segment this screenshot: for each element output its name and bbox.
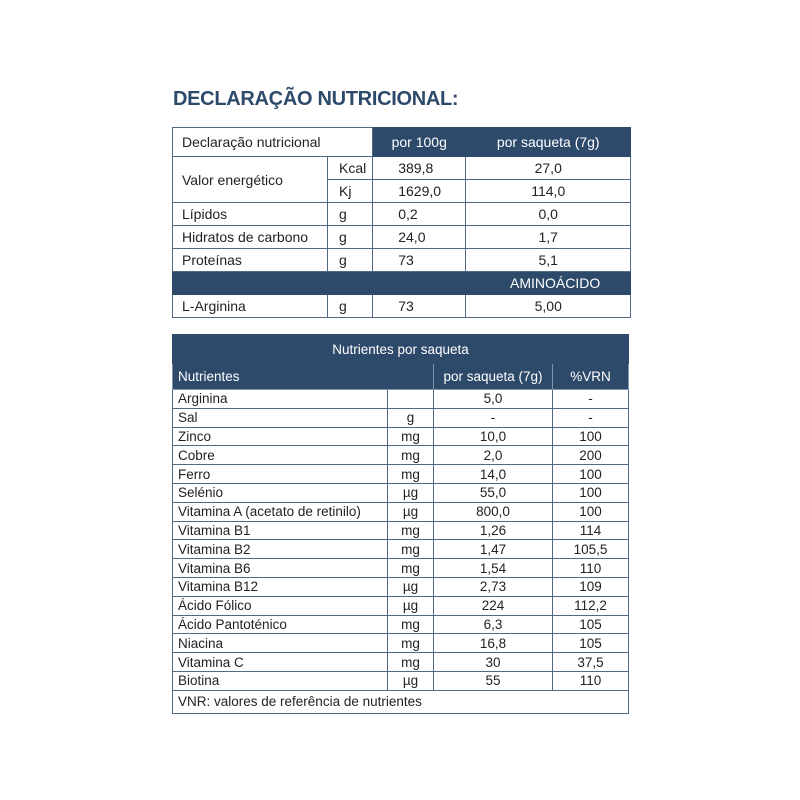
unit-cell: mg xyxy=(388,521,434,540)
header-declaration: Declaração nutricional xyxy=(173,128,373,157)
table-row xyxy=(173,634,629,653)
table-caption: Nutrientes por saqueta xyxy=(173,335,629,364)
value-cell: 14,0 xyxy=(434,465,553,484)
nutrient-name: Zinco xyxy=(173,427,388,446)
per100-cell: 24,0 xyxy=(373,226,466,249)
vrn-cell: 100 xyxy=(553,502,629,521)
unit-cell: mg xyxy=(388,540,434,559)
vrn-cell: 100 xyxy=(553,465,629,484)
table-row xyxy=(173,203,631,226)
unit-cell: µg xyxy=(388,577,434,596)
unit-cell: mg xyxy=(388,446,434,465)
value-cell: - xyxy=(434,408,553,427)
nutrient-name: Vitamina B12 xyxy=(173,577,388,596)
table-row xyxy=(173,427,629,446)
nutrient-name: Cobre xyxy=(173,446,388,465)
nutrient-name: Proteínas xyxy=(173,249,328,272)
unit-cell: mg xyxy=(388,427,434,446)
table-footnote: VNR: valores de referência de nutrientes xyxy=(173,690,629,713)
nutrient-name: Biotina xyxy=(173,671,388,690)
vrn-cell: 37,5 xyxy=(553,653,629,672)
per-sachet-cell: 0,0 xyxy=(466,203,631,226)
table-row xyxy=(173,540,629,559)
header-per-100g: por 100g xyxy=(373,128,466,157)
table-row xyxy=(173,446,629,465)
table-row xyxy=(173,249,631,272)
nutrient-name: Hidratos de carbono xyxy=(173,226,328,249)
table-row xyxy=(173,653,629,672)
value-cell: 1,47 xyxy=(434,540,553,559)
vrn-cell: 112,2 xyxy=(553,596,629,615)
table-header-row xyxy=(173,364,629,390)
nutrient-name: Vitamina C xyxy=(173,653,388,672)
nutrient-name: Selénio xyxy=(173,483,388,502)
nutrient-name: Vitamina B2 xyxy=(173,540,388,559)
vrn-cell: 110 xyxy=(553,671,629,690)
value-cell: 2,73 xyxy=(434,577,553,596)
value-cell: 16,8 xyxy=(434,634,553,653)
vrn-cell: 110 xyxy=(553,559,629,578)
header-vrn: %VRN xyxy=(553,364,629,390)
unit-cell: g xyxy=(328,226,373,249)
value-cell: 10,0 xyxy=(434,427,553,446)
value-cell: 1,54 xyxy=(434,559,553,578)
nutrient-name: L-Arginina xyxy=(173,295,328,318)
value-cell: 800,0 xyxy=(434,502,553,521)
value-cell: 55,0 xyxy=(434,483,553,502)
nutrient-name: Ácido Pantoténico xyxy=(173,615,388,634)
page-title: DECLARAÇÃO NUTRICIONAL: xyxy=(173,88,459,110)
vrn-cell: 105 xyxy=(553,634,629,653)
table-row xyxy=(173,521,629,540)
per-sachet-cell: 114,0 xyxy=(466,180,631,203)
table-row xyxy=(173,559,629,578)
per100-cell: 389,8 xyxy=(373,157,466,180)
value-cell: 30 xyxy=(434,653,553,672)
unit-cell: µg xyxy=(388,671,434,690)
value-cell: 2,0 xyxy=(434,446,553,465)
nutrient-name: Vitamina B1 xyxy=(173,521,388,540)
unit-cell: mg xyxy=(388,559,434,578)
per100-cell: 73 xyxy=(373,295,466,318)
vrn-cell: 105,5 xyxy=(553,540,629,559)
vrn-cell: 114 xyxy=(553,521,629,540)
unit-cell: g xyxy=(388,408,434,427)
table-row xyxy=(173,465,629,484)
table-row xyxy=(173,157,631,180)
table-row xyxy=(173,615,629,634)
nutrient-name: Ferro xyxy=(173,465,388,484)
value-cell: 55 xyxy=(434,671,553,690)
nutrient-name: Arginina xyxy=(173,390,388,409)
nutrition-declaration-table xyxy=(172,127,631,318)
vrn-cell: - xyxy=(553,408,629,427)
value-cell: 224 xyxy=(434,596,553,615)
unit-cell: µg xyxy=(388,596,434,615)
nutrient-name: Ácido Fólico xyxy=(173,596,388,615)
unit-cell: g xyxy=(328,203,373,226)
caption-row xyxy=(173,335,629,364)
per100-cell: 0,2 xyxy=(373,203,466,226)
amino-acid-section-label: AMINOÁCIDO xyxy=(173,272,631,295)
footer-row xyxy=(173,690,629,713)
table-row xyxy=(173,577,629,596)
unit-cell: Kj xyxy=(328,180,373,203)
vrn-cell: 105 xyxy=(553,615,629,634)
value-cell: 5,0 xyxy=(434,390,553,409)
unit-cell: g xyxy=(328,249,373,272)
header-nutrients: Nutrientes xyxy=(173,364,434,390)
table-header-row xyxy=(173,128,631,157)
table-row xyxy=(173,295,631,318)
per-sachet-cell: 1,7 xyxy=(466,226,631,249)
vrn-cell: 109 xyxy=(553,577,629,596)
table-row xyxy=(173,390,629,409)
nutrient-name: Niacina xyxy=(173,634,388,653)
energy-label: Valor energético xyxy=(173,157,328,203)
vrn-cell: 100 xyxy=(553,483,629,502)
header-per-sachet: por saqueta (7g) xyxy=(434,364,553,390)
unit-cell: mg xyxy=(388,615,434,634)
unit-cell: Kcal xyxy=(328,157,373,180)
vrn-cell: 200 xyxy=(553,446,629,465)
value-cell: 6,3 xyxy=(434,615,553,634)
per-sachet-cell: 27,0 xyxy=(466,157,631,180)
unit-cell: mg xyxy=(388,634,434,653)
per-sachet-cell: 5,1 xyxy=(466,249,631,272)
nutrients-per-sachet-table xyxy=(172,334,629,714)
table-row xyxy=(173,502,629,521)
unit-cell xyxy=(388,390,434,409)
vrn-cell: - xyxy=(553,390,629,409)
section-row xyxy=(173,272,631,295)
nutrient-name: Sal xyxy=(173,408,388,427)
unit-cell: µg xyxy=(388,502,434,521)
nutrient-name: Vitamina A (acetato de retinilo) xyxy=(173,502,388,521)
nutrient-name: Vitamina B6 xyxy=(173,559,388,578)
table-row xyxy=(173,483,629,502)
per100-cell: 1629,0 xyxy=(373,180,466,203)
per100-cell: 73 xyxy=(373,249,466,272)
table-row xyxy=(173,226,631,249)
nutrient-name: Lípidos xyxy=(173,203,328,226)
unit-cell: mg xyxy=(388,653,434,672)
vrn-cell: 100 xyxy=(553,427,629,446)
unit-cell: mg xyxy=(388,465,434,484)
table-row xyxy=(173,596,629,615)
per-sachet-cell: 5,00 xyxy=(466,295,631,318)
unit-cell: µg xyxy=(388,483,434,502)
unit-cell: g xyxy=(328,295,373,318)
table-row xyxy=(173,408,629,427)
value-cell: 1,26 xyxy=(434,521,553,540)
header-per-sachet: por saqueta (7g) xyxy=(466,128,631,157)
table-row xyxy=(173,671,629,690)
